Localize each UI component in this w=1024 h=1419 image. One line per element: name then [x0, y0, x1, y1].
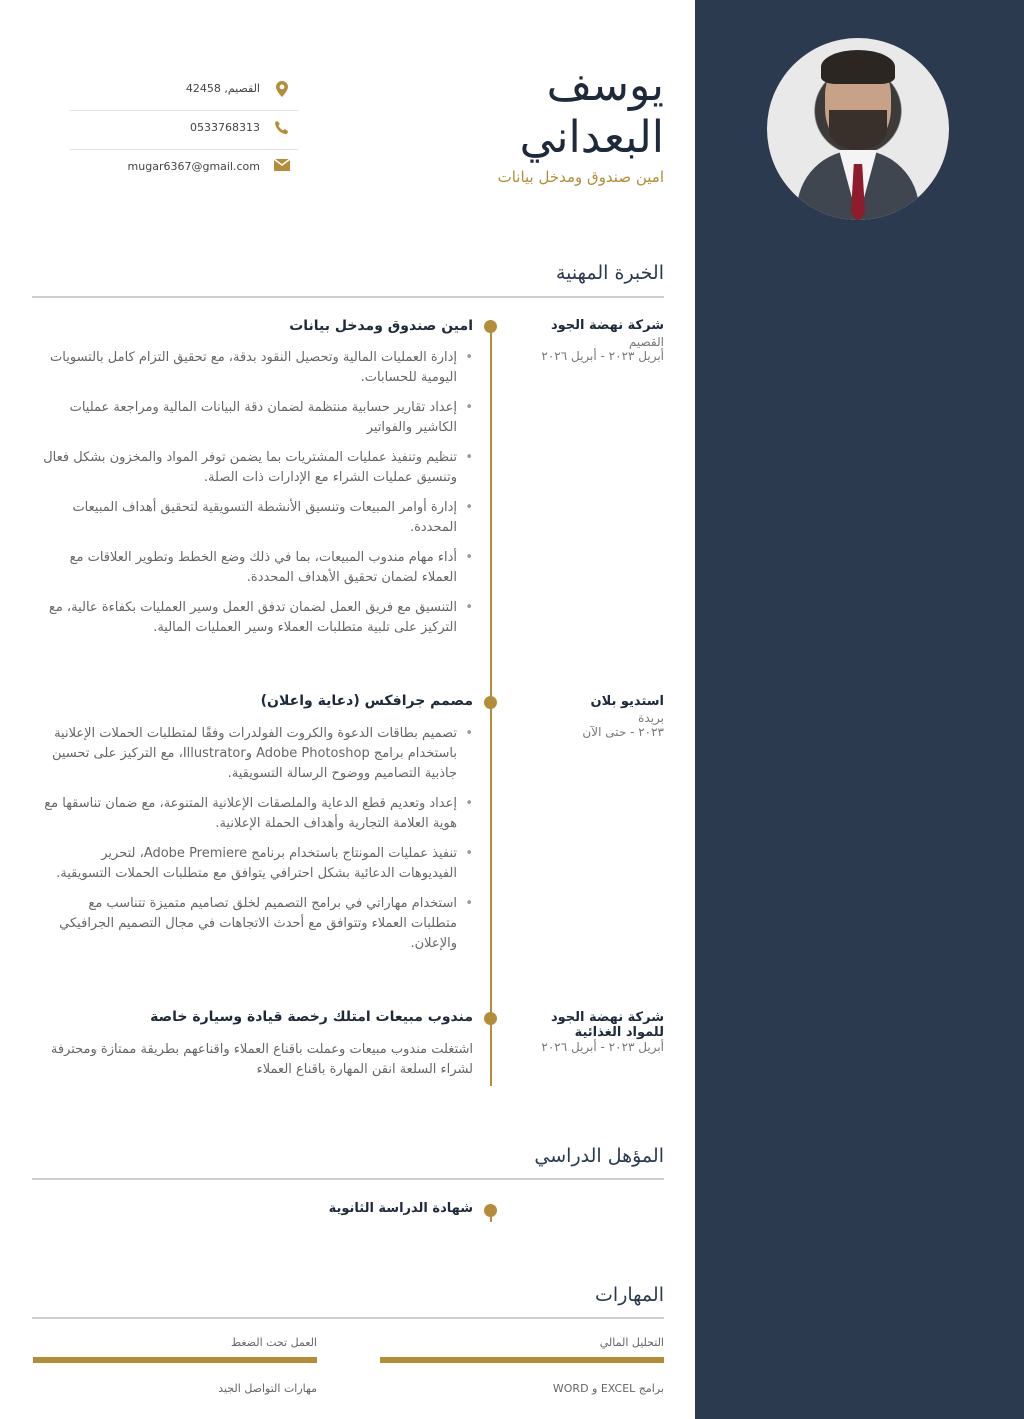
email-text[interactable]: mugar6367@gmail.com [127, 160, 260, 173]
contact-block [70, 72, 298, 188]
education-section-title: المؤهل الدراسي [534, 1145, 664, 1167]
job-description: اشتغلت مندوب مبيعات وعملت باقناع العملاء واقناعهم بطريقة ممتازة ومحترفة لشراء السلعة انقن المهارة باقناع العملاء [50, 1042, 473, 1077]
list-item: • أداء مهام مندوب المبيعات، بما في ذلك وضع الخطط وتطوير العلاقات مع العملاء لضمان تحقيق الأهداف المحددة. [43, 548, 473, 588]
company-name: استديو بلان [590, 694, 664, 709]
phone-icon [274, 120, 290, 136]
name-last: البعداني [519, 112, 664, 163]
skill-item [33, 1336, 317, 1363]
company-block [514, 1010, 664, 1054]
name-first: يوسف [546, 60, 664, 111]
education-timeline [490, 1210, 492, 1222]
company-name: شركة نهضة الجود للمواد الغذائية [550, 1010, 664, 1040]
skill-name: التحليل المالي [599, 1336, 664, 1349]
company-place: القصيم [628, 335, 664, 349]
experience-divider [32, 296, 664, 298]
company-dates: أبريل ٢٠٢٣ - أبريل ٢٠٢٦ [541, 349, 664, 363]
skills-section-title: المهارات [595, 1284, 664, 1306]
skill-bar [380, 1357, 664, 1363]
skills-divider [32, 1317, 664, 1319]
job-title: امين صندوق ومدخل بيانات [497, 168, 664, 186]
contact-location [70, 72, 298, 111]
contact-email [70, 150, 298, 188]
list-item: • التنسيق مع فريق العمل لضمان تدفق العمل وسير العمليات بكفاءة عالية، مع التركيز على تلبية متطلبات العملاء وسير العمليات المالية. [43, 598, 473, 638]
skill-item [380, 1336, 664, 1363]
candidate-name [520, 60, 664, 164]
education-degree: شهادة الدراسة الثانوية [328, 1201, 473, 1216]
location-pin-icon [274, 81, 290, 97]
company-block [514, 318, 664, 363]
skill-name: العمل تحت الضغط [230, 1336, 317, 1349]
job-bullets [43, 348, 473, 648]
list-item: • إدارة العمليات المالية وتحصيل النقود بدقة، مع تحقيق التزام كامل بالتسويات اليومية للحسابات. [43, 348, 473, 388]
role-title: مندوب مبيعات امتلك رخصة قيادة وسيارة خاصة [150, 1009, 473, 1025]
company-block [514, 694, 664, 739]
job-bullets [43, 724, 473, 964]
list-item: • إدارة أوامر المبيعات وتنسيق الأنشطة التسويقية لتحقيق أهداف المبيعات المحددة. [43, 498, 473, 538]
company-dates: ٢٠٢٣ - حتى الآن [582, 725, 664, 739]
skill-item [33, 1382, 317, 1395]
company-name: شركة نهضة الجود [550, 318, 664, 333]
company-dates: أبريل ٢٠٢٣ - أبريل ٢٠٢٦ [541, 1040, 664, 1054]
role-title: مصمم جرافكس (دعاية واعلان) [260, 693, 473, 709]
experience-section-title: الخبرة المهنية [555, 262, 664, 284]
skill-bar-fill [380, 1357, 664, 1363]
skill-name: مهارات التواصل الجيد [218, 1382, 317, 1395]
education-divider [32, 1178, 664, 1180]
list-item: • تصميم بطاقات الدعوة والكروت الفولدرات وفقًا لمتطلبات الحملات الإعلانية باستخدام برامج Adobe Photoshop وIllustrator، مع التركيز على تحسين جاذبية التصاميم ووضوح الرسالة التسويقية. [43, 724, 473, 784]
role-title: امين صندوق ومدخل بيانات [289, 318, 473, 334]
list-item: • إعداد تقارير حسابية منتظمة لضمان دقة البيانات المالية ومراجعة عمليات الكاشير والفواتير [43, 398, 473, 438]
timeline-dot [484, 696, 497, 709]
skill-bar [33, 1357, 317, 1363]
timeline-dot [484, 320, 497, 333]
profile-photo [767, 38, 949, 220]
list-item: • تنفيذ عمليات المونتاج باستخدام برنامج Adobe Premiere، لتحرير الفيديوهات الدعائية بشكل احترافي يتوافق مع متطلبات الحملات التسويقية. [43, 844, 473, 884]
phone-text[interactable]: 0533768313 [190, 121, 260, 134]
timeline-dot [484, 1012, 497, 1025]
contact-phone [70, 111, 298, 150]
skill-bar-fill [33, 1357, 317, 1363]
company-place: بريدة [638, 711, 664, 725]
list-item: • تنظيم وتنفيذ عمليات المشتريات بما يضمن توفر المواد والمخزون بشكل فعال وتنسيق عمليات الشراء مع الإدارات ذات الصلة. [43, 448, 473, 488]
skill-item [380, 1382, 664, 1395]
list-item: • إعداد وتعديم قطع الدعاية والملصقات الإعلانية المتنوعة، مع ضمان تناسقها مع هوية العلامة التجارية وأهداف الحملة الإعلانية. [43, 794, 473, 834]
list-item: • استخدام مهاراتي في برامج التصميم لخلق تصاميم متميزة تتناسب مع متطلبات العملاء وتتوافق مع أحدث الاتجاهات في مجال التصميم الجرافيكي والإعلان. [43, 894, 473, 954]
skill-name: برامج EXCEL و WORD [552, 1382, 664, 1395]
envelope-icon [274, 159, 290, 175]
location-text: القصيم, 42458 [185, 82, 260, 95]
